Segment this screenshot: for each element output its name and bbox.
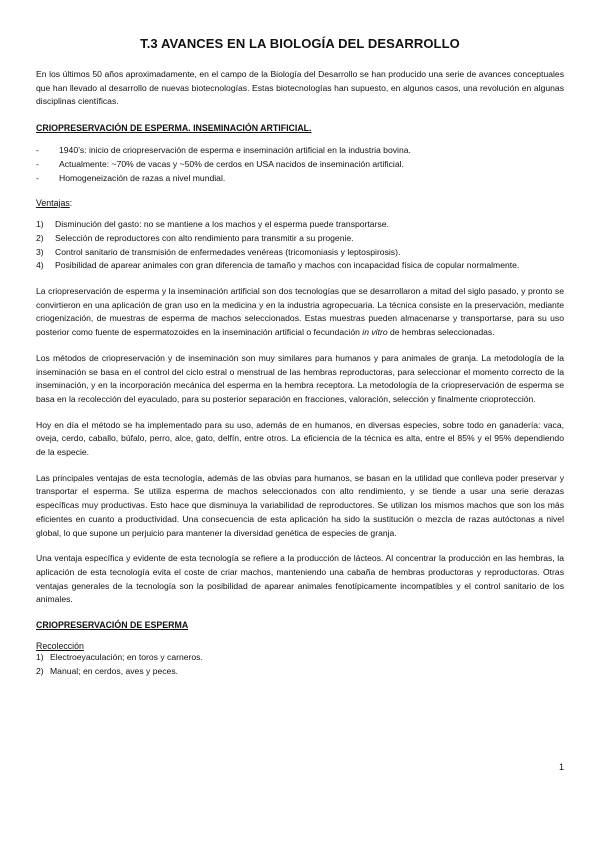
list-item-text: Electroeyaculación; en toros y carneros. [50,652,203,663]
recoleccion-heading: Recolección [36,641,84,652]
list-item [36,218,564,232]
list-item [36,158,564,172]
list-number: 2) [36,665,44,676]
list-number: 1) [36,652,44,663]
paragraph-text: de hembras seleccionadas. [387,327,495,338]
ventajas-heading-line [36,198,564,208]
paragraph-dairy: Una ventaja específica y evidente de esta tecnología se refiere a la producción de lácteos. Al concentrar la producción en las hembras, la aplicación de esta tecnología evita el coste de criar machos, manteniendo una cabaña de hembras productoras y reproductoras. Otras ventajas generales de la tecnología son la posibilidad de aparear animales fenotípicamente incompatibles y el control sanitario de los animales. [36,553,564,605]
list-item [36,651,564,665]
paragraph-advantages: Las principales ventajas de esta tecnología, además de las obvias para humanos, se basan en la utilidad que conlleva poder preservar y transportar el esperma. Se utiliza esperma de machos seleccionados con alto rendimiento, y se tiende a usar una serie derazas específicas muy productivas. Esto hace que disminuya la variabilidad de reproductores. Se utilizan los mismos machos que son los más eficientes en cuanto a productividad. Una consecuencia de esta aplicación ha sido la sustitución o mezcla de razas autóctonas a nivel global, lo que supone un perjuicio para mantener la diversidad genética de especies de granja. [36,472,564,538]
list-number: 4) [36,260,44,271]
history-bullet-list [36,144,564,185]
paragraph-text: La criopreservación de esperma y la inseminación artificial son dos tecnologías que se desarrollaron a mitad del siglo pasado, y pronto se convirtieron en una aplicación de gran uso en la medicina y en la industria agropecuaria. La técnica consiste en la preservación, mediante criogenización, de muestras de esperma de machos seleccionados. Estas muestras pueden almacenarse y transportarse, para su uso posterior como fuente de espermatozoides en la inseminación artificial o fecundación [36,286,564,338]
list-item-text: Manual; en cerdos, aves y peces. [50,665,179,676]
list-item [36,246,564,260]
list-item-text: Selección de reproductores con alto rendimiento para transmitir a su progenie. [55,232,354,243]
document-title: T.3 AVANCES EN LA BIOLOGÍA DEL DESARROLLO [140,36,460,51]
dash-marker: - [36,172,39,183]
list-item-text: Homogeneización de razas a nivel mundial. [59,172,226,183]
list-item-text: Actualmente: ~70% de vacas y ~50% de cerdos en USA nacidos de inseminación artificial. [59,158,404,169]
paragraph-species: Hoy en día el método se ha implementado para su uso, además de en humanos, en diversas especies, sobre todo en ganadería: vaca, oveja, cerdo, caballo, búfalo, perro, alce, gato, delfín, entre otros. La eficiencia de la técnica es alta, entre el 85% y el 95% dependiendo de la especie. [36,419,564,458]
list-item-text: Posibilidad de aparear animales con gran diferencia de tamaño y machos con incapacidad física de copular normalmente. [55,260,520,271]
list-number: 1) [36,219,44,230]
ventajas-heading: Ventajas [36,198,70,209]
list-item [36,665,564,679]
list-item [36,144,564,158]
list-number: 3) [36,246,44,257]
list-item-text: Disminución del gasto: no se mantiene a los machos y el esperma puede transportarse. [55,219,389,230]
list-item [36,172,564,186]
italic-term: in vitro [362,327,388,338]
dash-marker: - [36,158,39,169]
ventajas-list [36,218,564,273]
paragraph-technique [36,285,564,340]
section-heading-criopreservacion-esperma: CRIOPRESERVACIÓN DE ESPERMA [36,620,189,631]
intro-paragraph: En los últimos 50 años aproximadamente, en el campo de la Biología del Desarrollo se han producido una serie de avances conceptuales que han llevado al desarrollo de nuevas biotecnologías. Estas biotecnologías han supuesto, en algunos casos, una revolución en algunas disciplinas científicas. [36,69,564,107]
recoleccion-list [36,651,564,678]
document-page [36,36,564,679]
ventajas-colon: : [69,198,73,209]
section-heading-criopreservacion-inseminacion: CRIOPRESERVACIÓN DE ESPERMA. INSEMINACIÓN ARTIFICIAL. [36,123,312,134]
dash-marker: - [36,145,39,156]
paragraph-methods: Los métodos de criopreservación y de inseminación son muy similares para humanos y para animales de granja. La metodología de la inseminación se basa en el control del ciclo estral o menstrual de las hembras reproductoras, para seleccionar el momento correcto de la inseminación, y en la incorporación mecánica del esperma en la hembra receptora. La metodología de la criopreservación de esperma se basa en la recolección del eyaculado, para su posterior separación en fracciones, valoración, selección y finalmente crioprotección. [36,352,564,404]
list-number: 2) [36,232,44,243]
list-item [36,232,564,246]
list-item [36,259,564,273]
list-item-text: 1940’s: inicio de criopreservación de esperma e inseminación artificial en la industria bovina. [59,145,411,156]
page-number: 1 [558,762,564,772]
list-item-text: Control sanitario de transmisión de enfermedades venéreas (tricomoniasis y leptospirosis). [55,246,401,257]
